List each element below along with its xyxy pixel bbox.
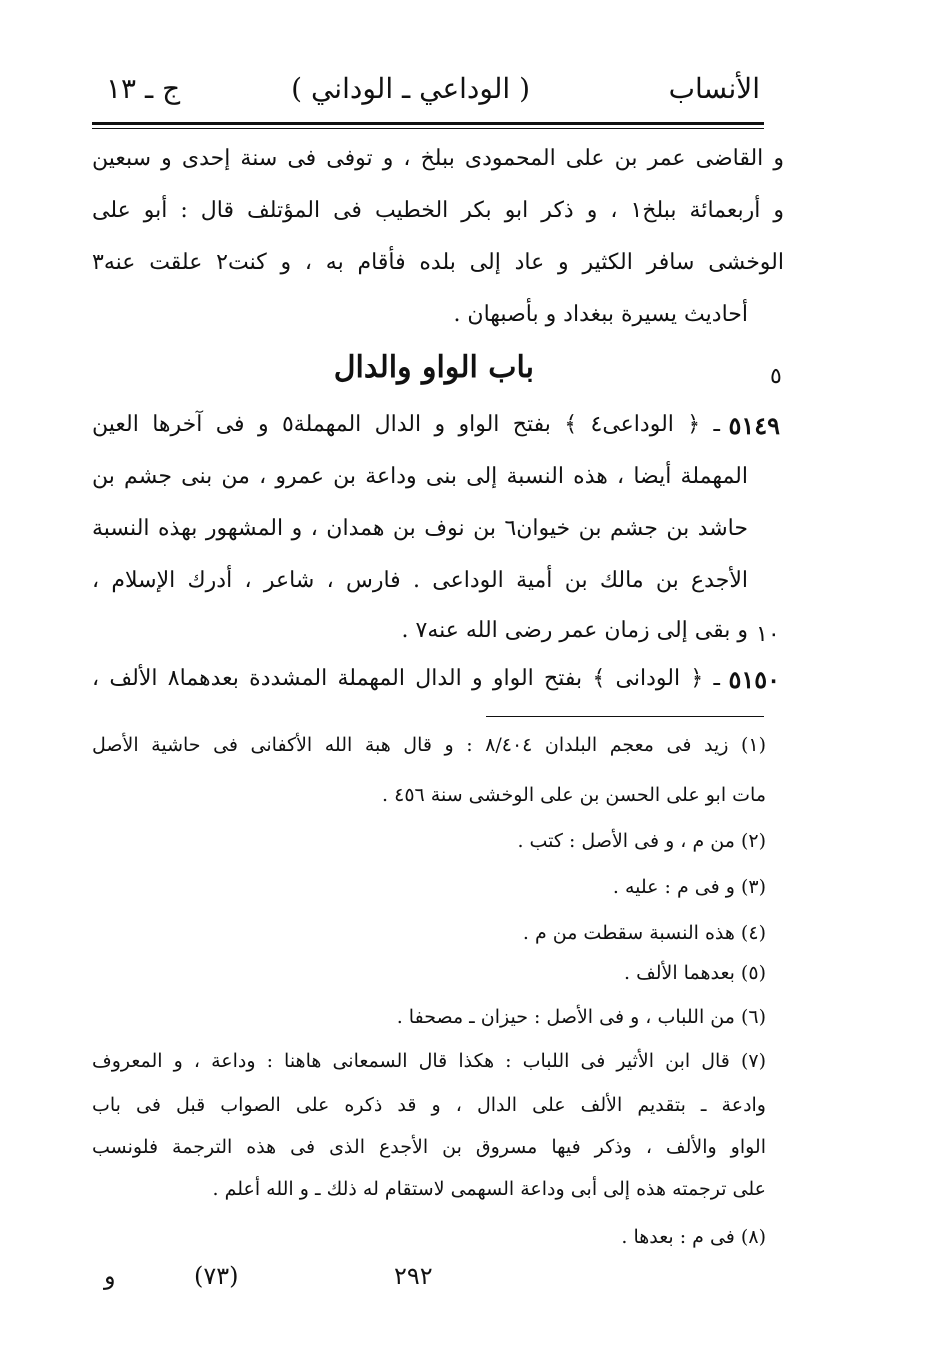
header-book-title: الأنساب <box>668 72 760 105</box>
header-entry-range: ( الوداعي ـ الوداني ) <box>291 72 530 105</box>
section-title: باب الواو والدال <box>333 350 534 385</box>
sheet-number: (٧٣) <box>194 1262 239 1290</box>
footnote-7-cont-2: الواو والألف ، وذكر فيها مسروق بن الأجدع الذى فى هذه الترجمة فلونسب <box>92 1136 766 1158</box>
entry-5150-line: ـ ﴿ الودانى ﴾ بفتح الواو و الدال المهملة المشددة بعدهما٨ الألف ، <box>92 666 720 691</box>
footnote-3: (٣) و فى م : عليه . <box>612 876 766 898</box>
footnote-7-cont-3: على ترجمته هذه إلى أبى وداعة السهمى لاستقام له ذلك ـ و الله أعلم . <box>212 1178 766 1200</box>
entry-number-5149: ٥١٤٩ <box>728 411 780 440</box>
body-line-1: و القاضى عمر بن على المحمودى ببلخ ، و توفى فى سنة إحدى و سبعين <box>92 146 784 171</box>
footnote-2: (٢) من م ، و فى الأصل : كتب . <box>517 830 766 852</box>
footnote-1: (١) زيد فى معجم البلدان ٨/٤٠٤ : و قال هبة الله الأكفانى فى حاشية الأصل <box>92 734 766 756</box>
signature-mark: و <box>104 1262 116 1290</box>
margin-line-number-10: ١٠ <box>756 622 780 647</box>
page-number: ٢٩٢ <box>394 1262 433 1290</box>
entry-5149-line-4: الأجدع بن مالك بن أمية الوداعى . فارس ، شاعر ، أدرك الإسلام ، <box>92 568 748 593</box>
body-line-4: أحاديث يسيرة ببغداد و بأصبهان . <box>453 302 748 327</box>
footnote-8: (٨) فى م : بعدها . <box>621 1226 766 1248</box>
footnote-7: (٧) قال ابن الأثير فى اللباب : هكذا قال السمعانى هاهنا : وداعة ، و المعروف <box>92 1050 766 1072</box>
entry-5149-line-3: حاشد بن جشم بن خيوان٦ بن نوف بن همدان ، و المشهور بهذه النسبة <box>92 516 748 541</box>
entry-5149-line-2: المهملة أيضا ، هذه النسبة إلى بنى وداعة بن عمرو ، من بنى جشم بن <box>92 464 748 489</box>
header-rule-thick <box>92 122 764 125</box>
footnote-separator <box>486 716 764 717</box>
entry-5149-line-5: و بقى إلى زمان عمر رضى الله عنه٧ . <box>401 618 748 643</box>
header-rule-thin <box>92 128 764 129</box>
entry-5149-line-1: ـ ﴿ الوداعى٤ ﴾ بفتح الواو و الدال المهملة٥ و فى آخرها العين <box>92 412 720 437</box>
body-line-3: الوخشى سافر الكثير و عاد إلى بلده فأقام به ، و كنت٢ علقت عنه٣ <box>92 250 784 275</box>
margin-line-number-5: ٥ <box>770 364 782 389</box>
footnote-7-cont-1: وادعة ـ بتقديم الألف على الدال ، و قد ذكره على الصواب قبل فى باب <box>92 1094 766 1116</box>
entry-number-5150: ٥١٥٠ <box>728 665 780 694</box>
footnote-4: (٤) هذه النسبة سقطت من م . <box>522 922 766 944</box>
header-volume: ج ـ ١٣ <box>106 72 181 105</box>
footnote-5: (٥) بعدهما الألف . <box>623 962 766 984</box>
body-line-2: و أربعمائة ببلخ١ ، و ذكر ابو بكر الخطيب فى المؤتلف قال : أبو على <box>92 198 784 223</box>
footnote-6: (٦) من اللباب ، و فى الأصل : حيزان ـ مصحفا . <box>396 1006 766 1028</box>
footnote-1-cont: مات ابو على الحسن بن على الوخشى سنة ٤٥٦ . <box>382 784 766 806</box>
running-header <box>92 72 760 116</box>
